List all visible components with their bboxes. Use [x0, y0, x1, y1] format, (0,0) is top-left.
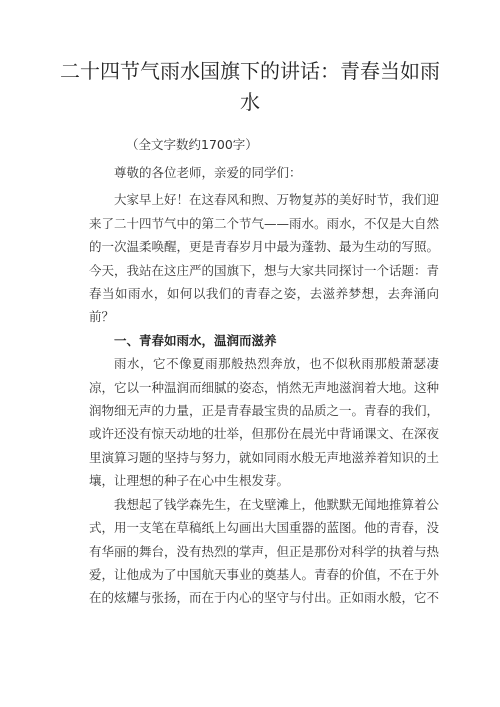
- document-title: 二十四节气雨水国旗下的讲话：青春当如雨水: [60, 59, 440, 114]
- section-paragraph: 雨水，它不像夏雨那般热烈奔放，也不似秋雨那般萧瑟凄凉，它以一种温润而细腻的姿态，悄然无声地滋润着大地。这种润物细无声的力量，正是青春最宝贵的品质之一。青春的我们，或许还没有惊天动地的壮举，但那份在晨光中背诵课文、在深夜里演算习题的坚持与努力，就如同雨水般无声地滋养着知识的土壤，让理想的种子在心中生根发芽。: [89, 356, 440, 489]
- greeting-line: 尊敬的各位老师，亲爱的同学们：: [114, 165, 302, 180]
- word-count-note: （全文字数约1700字）: [126, 137, 258, 152]
- section-paragraph: 我想起了钱学森先生，在戈壁滩上，他默默无闻地推算着公式，用一支笔在草稿纸上勾画出大国重器的蓝图。他的青春，没有华丽的舞台，没有热烈的掌声，但正是那份对科学的执着与热爱，让他成为了中国航天事业的奠基人。青春的价值，不在于外在的炫耀与张扬，而在于内心的坚守与付出。正如雨水般，它不: [89, 496, 440, 606]
- document-body: [89, 161, 439, 610]
- section-heading: 一、青春如雨水，温润而滋养: [114, 332, 277, 348]
- opening-paragraph: 大家早上好！在这春风和煦、万物复苏的美好时节，我们迎来了二十四节气中的第二个节气——雨水。雨水，不仅是大自然的一次温柔唤醒，更是青春岁月中最为蓬勃、最为生动的写照。今天，我站在这庄严的国旗下，想与大家共同探讨一个话题：青春当如雨水，如何以我们的青春之姿，去滋养梦想，去奔涌向前？: [89, 192, 440, 325]
